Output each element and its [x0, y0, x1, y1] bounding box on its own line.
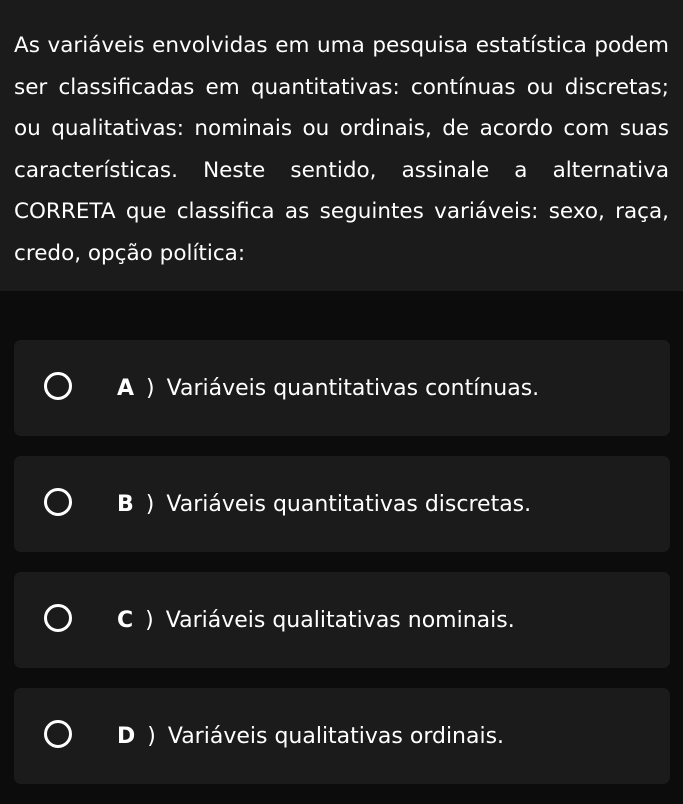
radio-circle-icon[interactable] — [44, 372, 72, 400]
question-panel — [0, 0, 683, 291]
option-letter: B — [117, 491, 134, 517]
option-paren: ) — [146, 375, 155, 401]
option-text: Variáveis quantitativas discretas. — [166, 491, 532, 517]
option-text: Variáveis qualitativas ordinais. — [167, 723, 505, 749]
question-text: As variáveis envolvidas em uma pesquisa estatística podem ser classificadas em quantitativas: contínuas ou discretas; ou qualitativas: nominais ou ordinais, de acordo com suas características. Neste sentido, assinale a alternativa CORRETA que classifica as seguintes variáveis: sexo, raça, credo, opção política: — [14, 33, 669, 266]
answer-options — [14, 340, 670, 804]
radio-circle-icon[interactable] — [44, 604, 72, 632]
option-text: Variáveis qualitativas nominais. — [165, 607, 515, 633]
option-label — [117, 340, 539, 436]
option-letter: A — [117, 375, 135, 401]
option-letter: D — [117, 723, 136, 749]
option-paren: ) — [145, 491, 155, 517]
option-label — [117, 688, 504, 784]
option-a[interactable] — [14, 340, 670, 436]
option-c[interactable] — [14, 572, 670, 668]
radio-circle-icon[interactable] — [44, 488, 72, 516]
option-b[interactable] — [14, 456, 670, 552]
option-paren: ) — [145, 607, 154, 633]
radio-circle-icon[interactable] — [44, 720, 72, 748]
option-paren: ) — [147, 723, 156, 749]
option-letter: C — [117, 607, 134, 633]
option-label — [117, 456, 531, 552]
option-d[interactable] — [14, 688, 670, 784]
option-label — [117, 572, 515, 668]
option-text: Variáveis quantitativas contínuas. — [166, 375, 540, 401]
